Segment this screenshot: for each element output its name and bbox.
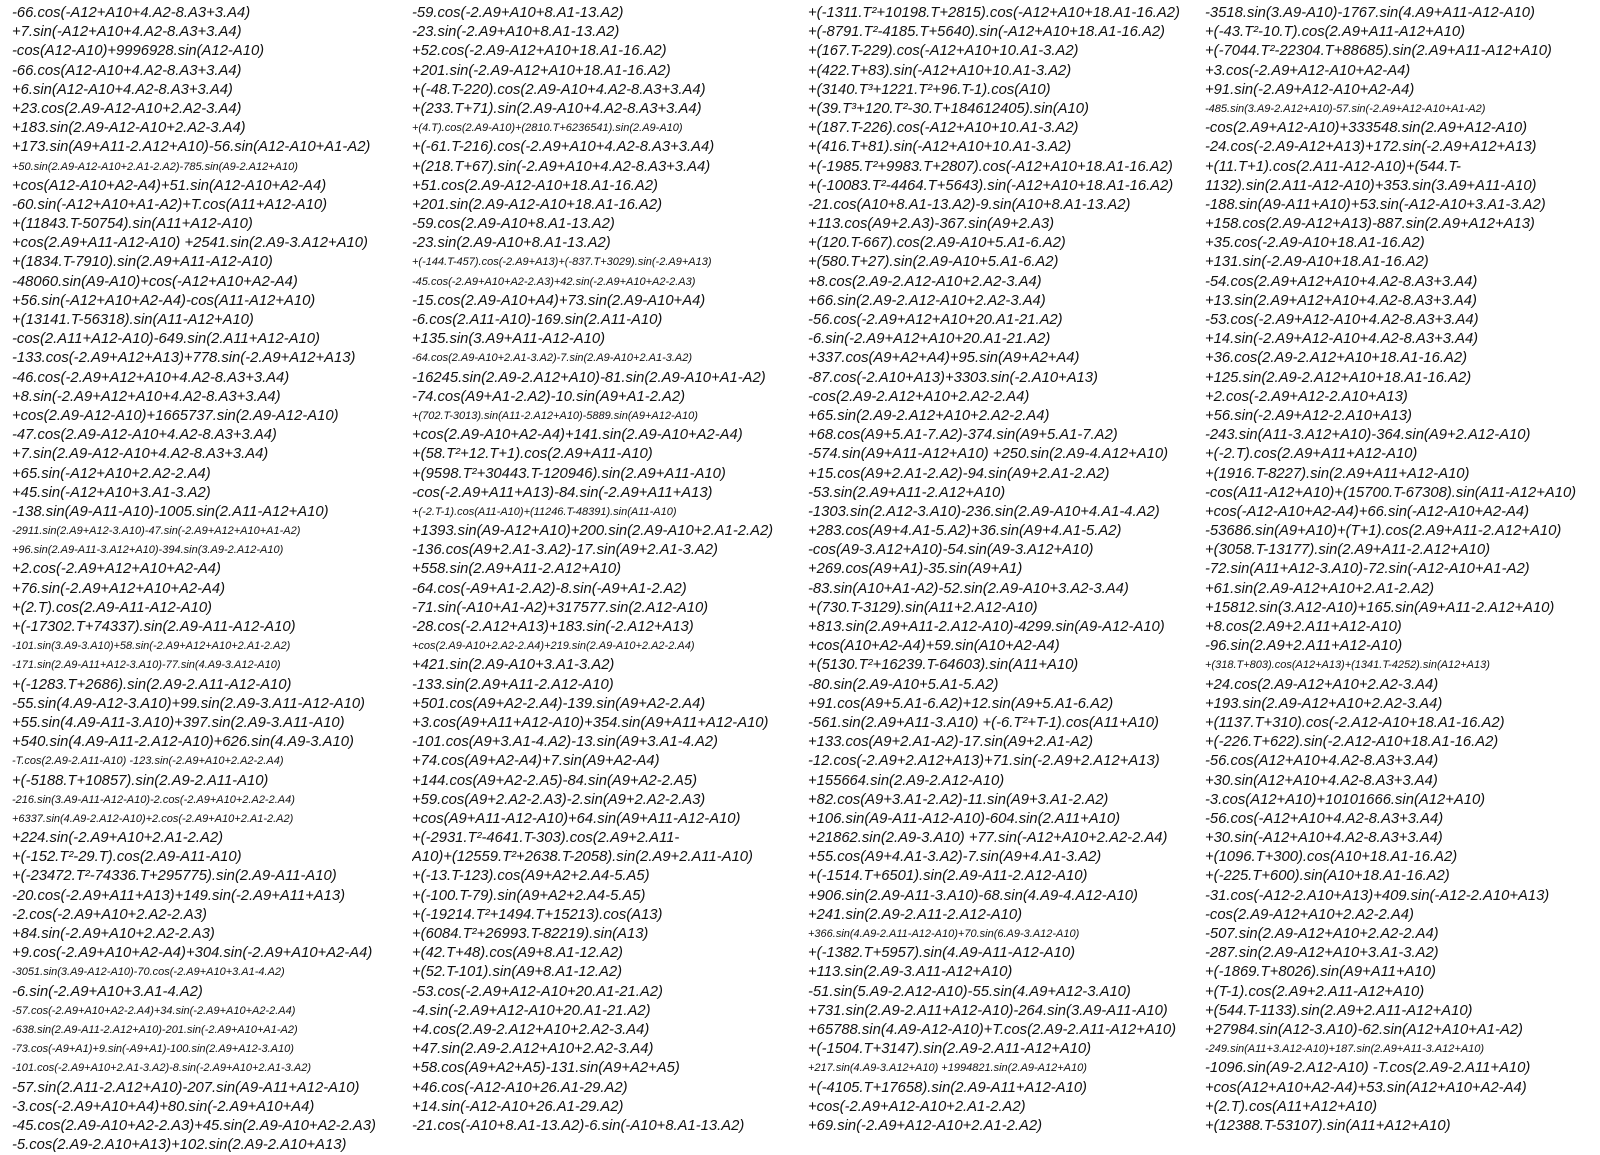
formula-line: +7.sin(2.A9-A12-A10+4.A2-8.A3+3.A4): [12, 446, 269, 463]
formula-line: +96.sin(2.A9-A11-3.A12+A10)-394.sin(3.A9-2.A12-A10): [12, 544, 284, 557]
formula-line: +(39.T³+120.T²-30.T+184612405).sin(A10): [808, 100, 1089, 117]
formula-line: +(-225.T+600).sin(A10+18.A1-16.A2): [1205, 868, 1450, 885]
formula-line: -83.sin(A10+A1-A2)-52.sin(2.A9-A10+3.A2-3.A4): [808, 580, 1129, 597]
formula-line: +2.cos(-2.A9+A12+A10+A2-A4): [12, 561, 221, 578]
formula-line: -66.cos(A12-A10+4.A2-8.A3+3.A4): [12, 62, 242, 79]
formula-line: -64.cos(-A9+A1-2.A2)-8.sin(-A9+A1-2.A2): [412, 580, 687, 597]
formula-line: +(-1514.T+6501).sin(2.A9-A11-2.A12-A10): [808, 868, 1088, 885]
formula-line: +113.cos(A9+2.A3)-367.sin(A9+2.A3): [808, 216, 1055, 233]
formula-line: -57.sin(2.A11-2.A12+A10)-207.sin(A9-A11+A12-A10): [12, 1079, 360, 1096]
formula-line: -46.cos(-2.A9+A12+A10+4.A2-8.A3+3.A4): [12, 369, 290, 386]
formula-line: -5.cos(2.A9-2.A10+A13)+102.sin(2.A9-2.A10+A13): [12, 1137, 347, 1154]
formula-line: +(58.T²+12.T+1).cos(2.A9+A11-A10): [412, 446, 653, 463]
formula-line: +91.cos(A9+5.A1-6.A2)+12.sin(A9+5.A1-6.A2): [808, 695, 1114, 712]
formula-line: +135.sin(3.A9+A11-A12-A10): [412, 331, 606, 348]
formula-line: +(-144.T-457).cos(-2.A9+A13)+(-837.T+3029).sin(-2.A9+A13): [412, 256, 712, 269]
formula-line: -20.cos(-2.A9+A11+A13)+149.sin(-2.A9+A11+A13): [12, 887, 346, 904]
formula-line: -1303.sin(2.A12-3.A10)-236.sin(2.A9-A10+4.A1-4.A2): [808, 503, 1160, 520]
formula-line: +50.sin(2.A9-A12-A10+2.A1-2.A2)-785.sin(A9-2.A12+A10): [12, 160, 298, 173]
formula-line: -56.cos(A12+A10+4.A2-8.A3+3.A4): [1205, 753, 1439, 770]
formula-line: -47.cos(2.A9-A12-A10+4.A2-8.A3+3.A4): [12, 427, 277, 444]
formula-line: -216.sin(3.A9-A11-A12-A10)-2.cos(-2.A9+A10+2.A2-2.A4): [12, 793, 295, 806]
formula-line: +(-2.T).cos(2.A9+A11+A12-A10): [1205, 446, 1418, 463]
formula-line: +82.cos(A9+3.A1-2.A2)-11.sin(A9+3.A1-2.A2): [808, 791, 1109, 808]
formula-line: +cos(A9+A11-A12-A10)+64.sin(A9+A11-A12-A10): [412, 810, 741, 827]
formula-line: -2911.sin(2.A9+A12-3.A10)-47.sin(-2.A9+A12+A10+A1-A2): [12, 525, 301, 538]
formula-line: -171.sin(2.A9-A11+A12-3.A10)-77.sin(4.A9-3.A12-A10): [12, 659, 281, 672]
formula-line: -21.cos(A10+8.A1-13.A2)-9.sin(A10+8.A1-13.A2): [808, 196, 1131, 213]
formula-line: +(52.T-101).sin(A9+8.A1-12.A2): [412, 964, 623, 981]
formula-line: +(-19214.T²+1494.T+15213).cos(A13): [412, 906, 663, 923]
formula-line: +7.sin(-A12+A10+4.A2-8.A3+3.A4): [12, 24, 242, 41]
formula-line: +813.sin(2.A9+A11-2.A12-A10)-4299.sin(A9-A12-A10): [808, 619, 1165, 635]
formula-line: +59.cos(A9+2.A2-2.A3)-2.sin(A9+2.A2-2.A3): [412, 791, 706, 808]
formula-line: +55.cos(A9+4.A1-3.A2)-7.sin(A9+4.A1-3.A2): [808, 849, 1102, 866]
formula-line: +8.cos(2.A9+2.A11+A12-A10): [1205, 619, 1402, 635]
formula-line: +(-1869.T+8026).sin(A9+A11+A10): [1205, 964, 1436, 981]
formula-line: +8.cos(2.A9-2.A12-A10+2.A2-3.A4): [808, 273, 1042, 290]
formula-line: +131.sin(-2.A9-A10+18.A1-16.A2): [1205, 254, 1429, 271]
formula-line: +(11.T+1).cos(2.A11-A12-A10)+(544.T-: [1205, 158, 1461, 175]
formula-line: +(-23472.T²-74336.T+295775).sin(2.A9-A11-A10): [12, 868, 337, 885]
formula-line: -cos(2.A9+A12-A10)+333548.sin(2.A9+A12-A10): [1205, 120, 1528, 137]
formula-line: +4.cos(2.A9-2.A12+A10+2.A2-3.A4): [412, 1021, 650, 1038]
formula-line: +(167.T-229).cos(-A12+A10+10.A1-3.A2): [808, 43, 1079, 60]
formula-line: +(-8791.T²-4185.T+5640).sin(-A12+A10+18.A1-16.A2): [808, 24, 1165, 41]
formula-line: +36.cos(2.A9-2.A12+A10+18.A1-16.A2): [1205, 350, 1468, 367]
formula-line: +(T-1).cos(2.A9+2.A11-A12+A10): [1205, 983, 1425, 1000]
formula-line: -561.sin(2.A9+A11-3.A10) +(-6.T²+T-1).cos(A11+A10): [808, 714, 1159, 731]
formula-line: +cos(A10+A2-A4)+59.sin(A10+A2-A4): [808, 638, 1060, 655]
formula-line: +183.sin(2.A9-A12-A10+2.A2-3.A4): [12, 120, 246, 137]
formula-line: -243.sin(A11-3.A12+A10)-364.sin(A9+2.A12-A10): [1205, 427, 1531, 444]
formula-line: +(1916.T-8227).sin(2.A9+A11+A12-A10): [1205, 465, 1470, 482]
formula-line: +65788.sin(4.A9-A12-A10)+T.cos(2.A9-2.A11-A12+A10): [808, 1021, 1177, 1038]
formula-line: +(-17302.T+74337).sin(2.A9-A11-A12-A10): [12, 619, 296, 635]
formula-line: +74.cos(A9+A2-A4)+7.sin(A9+A2-A4): [412, 753, 660, 770]
formula-line: -60.sin(-A12+A10+A1-A2)+T.cos(A11+A12-A10): [12, 196, 328, 213]
formula-line: -48060.sin(A9-A10)+cos(-A12+A10+A2-A4): [12, 273, 298, 290]
formula-line: +(4.T).cos(2.A9-A10)+(2810.T+6236541).sin(2.A9-A10): [412, 122, 683, 135]
formula-line: -12.cos(-2.A9+2.A12+A13)+71.sin(-2.A9+2.A12+A13): [808, 753, 1160, 770]
formula-line: +558.sin(2.A9+A11-2.A12+A10): [412, 561, 622, 578]
formula-line: +69.sin(-2.A9+A12-A10+2.A1-2.A2): [808, 1117, 1043, 1134]
formula-line: +(2.T).cos(2.A9-A11-A12-A10): [12, 599, 212, 616]
formula-line: +(416.T+81).sin(-A12+A10+10.A1-3.A2): [808, 139, 1072, 156]
formula-line: -6.cos(2.A11-A10)-169.sin(2.A11-A10): [412, 312, 663, 328]
formula-line: -53.sin(2.A9+A11-2.A12+A10): [808, 484, 1006, 501]
formula-line: +(-7044.T²-22304.T+88685).sin(2.A9+A11-A12+A10): [1205, 43, 1552, 60]
formula-line: +45.sin(-A12+A10+3.A1-3.A2): [12, 484, 211, 501]
formula-line: +30.sin(A12+A10+4.A2-8.A3+3.A4): [1205, 772, 1438, 789]
formula-line: -59.cos(2.A9-A10+8.A1-13.A2): [412, 216, 615, 233]
formula-line: +540.sin(4.A9-A11-2.A12-A10)+626.sin(4.A9-3.A10): [12, 734, 354, 751]
formula-line: -45.cos(-2.A9+A10+A2-2.A3)+42.sin(-2.A9+A10+A2-2.A3): [412, 275, 696, 288]
formula-line: +8.sin(-2.A9+A12+A10+4.A2-8.A3+3.A4): [12, 388, 281, 405]
formula-line: +(3058.T-13177).sin(2.A9+A11-2.A12+A10): [1205, 542, 1491, 559]
formula-line: -72.sin(A11+A12-3.A10)-72.sin(-A12-A10+A1-A2): [1205, 561, 1530, 578]
formula-line: +14.sin(-A12-A10+26.A1-29.A2): [412, 1098, 624, 1115]
formula-line: +76.sin(-2.A9+A12+A10+A2-A4): [12, 580, 226, 597]
formula-line: -45.cos(2.A9-A10+A2-2.A3)+45.sin(2.A9-A10+A2-2.A3): [12, 1117, 376, 1134]
formula-line: +58.cos(A9+A2+A5)-131.sin(A9+A2+A5): [412, 1060, 680, 1077]
formula-line: -59.cos(-2.A9+A10+8.A1-13.A2): [412, 5, 624, 21]
formula-column-2: [412, 4, 804, 1136]
formula-line: -16245.sin(2.A9-2.A12+A10)-81.sin(2.A9-A10+A1-A2): [412, 369, 766, 386]
formula-line: +(6084.T²+26993.T-82219).sin(A13): [412, 926, 649, 942]
formula-line: -73.cos(-A9+A1)+9.sin(-A9+A1)-100.sin(2.A9+A12-3.A10): [12, 1043, 294, 1056]
formula-line: +47.sin(2.A9-2.A12+A10+2.A2-3.A4): [412, 1041, 654, 1058]
formula-line: -188.sin(A9-A11+A10)+53.sin(-A12-A10+3.A1-3.A2): [1205, 196, 1546, 213]
formula-line: -287.sin(2.A9-A12+A10+3.A1-3.A2): [1205, 945, 1439, 962]
formula-line: +(318.T+803).cos(A12+A13)+(1341.T-4252).sin(A12+A13): [1205, 659, 1490, 672]
formula-line: -66.cos(-A12+A10+4.A2-8.A3+3.A4): [12, 5, 251, 21]
formula-line: +(544.T-1133).sin(2.A9+2.A11-A12+A10): [1205, 1002, 1473, 1019]
formula-line: +731.sin(2.A9-2.A11+A12-A10)-264.sin(3.A9-A11-A10): [808, 1002, 1168, 1019]
formula-line: +337.cos(A9+A2+A4)+95.sin(A9+A2+A4): [808, 350, 1080, 367]
formula-line: -53.cos(-2.A9+A12-A10+20.A1-21.A2): [412, 983, 663, 1000]
formula-line: +(42.T+48).cos(A9+8.A1-12.A2): [412, 945, 623, 962]
formula-line: +(-1985.T²+9983.T+2807).cos(-A12+A10+18.A1-16.A2): [808, 158, 1173, 175]
formula-line: +1393.sin(A9-A12+A10)+200.sin(2.A9-A10+2.A1-2.A2): [412, 523, 774, 540]
formula-line: +(1834.T-7910).sin(2.A9+A11-A12-A10): [12, 254, 273, 271]
formula-line: -53.cos(-2.A9+A12-A10+4.A2-8.A3+3.A4): [1205, 312, 1479, 328]
formula-line: -cos(2.A9-2.A12+A10+2.A2-2.A4): [808, 388, 1030, 405]
formula-line: +(-1311.T²+10198.T+2815).cos(-A12+A10+18.A1-16.A2): [808, 5, 1180, 21]
formula-line: +84.sin(-2.A9+A10+2.A2-2.A3): [12, 926, 215, 942]
formula-line: +(-1382.T+5957).sin(4.A9-A11-A12-A10): [808, 945, 1076, 962]
formula-line: +(11843.T-50754).sin(A11+A12-A10): [12, 216, 253, 233]
formula-line: +2.cos(-2.A9+A12-2.A10+A13): [1205, 388, 1408, 405]
formula-line: +(-100.T-79).sin(A9+A2+2.A4-5.A5): [412, 887, 646, 904]
formula-line: +61.sin(2.A9-A12+A10+2.A1-2.A2): [1205, 580, 1435, 597]
formula-line: +241.sin(2.A9-2.A11-2.A12-A10): [808, 906, 1022, 923]
formula-line: -56.cos(-A12+A10+4.A2-8.A3+3.A4): [1205, 810, 1444, 827]
formula-line: -74.cos(A9+A1-2.A2)-10.sin(A9+A1-2.A2): [412, 388, 686, 405]
formula-line: -4.sin(-2.A9+A12-A10+20.A1-21.A2): [412, 1002, 651, 1019]
formula-line: +55.sin(4.A9-A11-3.A10)+397.sin(2.A9-3.A11-A10): [12, 714, 345, 731]
formula-line: +501.cos(A9+A2-2.A4)-139.sin(A9+A2-2.A4): [412, 695, 706, 712]
formula-line: +201.sin(2.A9-A12-A10+18.A1-16.A2): [412, 196, 663, 213]
formula-line: +51.cos(2.A9-A12-A10+18.A1-16.A2): [412, 177, 658, 194]
formula-line: +46.cos(-A12-A10+26.A1-29.A2): [412, 1079, 628, 1096]
formula-column-1: [12, 4, 404, 1155]
formula-line: +23.cos(2.A9-A12-A10+2.A2-3.A4): [12, 100, 242, 117]
formula-line: +217.sin(4.A9-3.A12+A10) +1994821.sin(2.A9-A12+A10): [808, 1062, 1087, 1075]
formula-line: -64.cos(2.A9-A10+2.A1-3.A2)-7.sin(2.A9-A10+2.A1-3.A2): [412, 352, 693, 365]
formula-line: +9.cos(-2.A9+A10+A2-A4)+304.sin(-2.A9+A10+A2-A4): [12, 945, 373, 962]
formula-line: -55.sin(4.A9-A12-3.A10)+99.sin(2.A9-3.A11-A12-A10): [12, 695, 365, 712]
formula-line: +(-61.T-216).cos(-2.A9+A10+4.A2-8.A3+3.A4): [412, 139, 715, 156]
formula-line: +(187.T-226).cos(-A12+A10+10.A1-3.A2): [808, 120, 1079, 137]
formula-line: -3051.sin(3.A9-A12-A10)-70.cos(-2.A9+A10+3.A1-4.A2): [12, 966, 285, 979]
formula-line: +30.sin(-A12+A10+4.A2-8.A3+3.A4): [1205, 830, 1443, 847]
formula-line: +13.sin(2.A9+A12+A10+4.A2-8.A3+3.A4): [1205, 292, 1477, 309]
formula-line: +(-5188.T+10857).sin(2.A9-2.A11-A10): [12, 772, 269, 789]
formula-line: -cos(A11-A12+A10)+(15700.T-67308).sin(A11-A12+A10): [1205, 484, 1577, 501]
formula-line: +(1137.T+310).cos(-2.A12-A10+18.A1-16.A2): [1205, 714, 1505, 731]
formula-line: +(9598.T²+30443.T-120946).sin(2.A9+A11-A10): [412, 465, 726, 482]
formula-line: -136.cos(A9+2.A1-3.A2)-17.sin(A9+2.A1-3.A2): [412, 542, 718, 559]
formula-line: +906.sin(2.A9-A11-3.A10)-68.sin(4.A9-4.A12-A10): [808, 887, 1138, 904]
formula-line: -101.sin(3.A9-3.A10)+58.sin(-2.A9+A12+A10+2.A1-2.A2): [12, 640, 291, 653]
formula-line: +173.sin(A9+A11-2.A12+A10)-56.sin(A12-A10+A1-A2): [12, 139, 371, 156]
formula-line: +6337.sin(4.A9-2.A12-A10)+2.cos(-2.A9+A10+2.A1-2.A2): [12, 812, 294, 825]
formula-line: +155664.sin(2.A9-2.A12-A10): [808, 772, 1005, 789]
formula-line: -574.sin(A9+A11-A12+A10) +250.sin(2.A9-4.A12+A10): [808, 446, 1169, 463]
formula-column-4: [1205, 4, 1597, 1136]
formula-line: +cos(-A12-A10+A2-A4)+66.sin(-A12-A10+A2-A4): [1205, 503, 1530, 520]
formula-line: -87.cos(-2.A10+A13)+3303.sin(-2.A10+A13): [808, 369, 1098, 386]
formula-line: -133.sin(2.A9+A11-2.A12-A10): [412, 676, 614, 693]
formula-line: +56.sin(-A12+A10+A2-A4)-cos(A11-A12+A10): [12, 292, 316, 309]
formula-line: -101.cos(-2.A9+A10+2.A1-3.A2)-8.sin(-2.A9+A10+2.A1-3.A2): [12, 1062, 312, 1075]
formula-line: -cos(-2.A9+A11+A13)-84.sin(-2.A9+A11+A13): [412, 484, 713, 501]
formula-line: +(3140.T³+1221.T²+96.T-1).cos(A10): [808, 81, 1051, 98]
formula-line: -249.sin(A11+3.A12-A10)+187.sin(2.A9+A11-3.A12+A10): [1205, 1043, 1485, 1056]
formula-line: +(5130.T²+16239.T-64603).sin(A11+A10): [808, 657, 1079, 674]
formula-line: -56.cos(-2.A9+A12+A10+20.A1-21.A2): [808, 312, 1063, 328]
formula-line: +6.sin(A12-A10+4.A2-8.A3+3.A4): [12, 81, 233, 98]
formula-line: +(702.T-3013).sin(A11-2.A12+A10)-5889.sin(A9+A12-A10): [412, 409, 698, 422]
formula-line: +14.sin(-2.A9+A12-A10+4.A2-8.A3+3.A4): [1205, 331, 1479, 348]
formula-line: +52.cos(-2.A9-A12+A10+18.A1-16.A2): [412, 43, 667, 60]
formula-line: +65.sin(2.A9-2.A12+A10+2.A2-2.A4): [808, 407, 1050, 424]
formula-line: -2.cos(-2.A9+A10+2.A2-2.A3): [12, 906, 207, 923]
formula-line: -1096.sin(A9-2.A12-A10) -T.cos(2.A9-2.A11+A10): [1205, 1060, 1531, 1077]
formula-line: +35.cos(-2.A9-A10+18.A1-16.A2): [1205, 235, 1425, 252]
formula-line: -3.cos(-2.A9+A10+A4)+80.sin(-2.A9+A10+A4): [12, 1098, 315, 1115]
formula-line: -21.cos(-A10+8.A1-13.A2)-6.sin(-A10+8.A1-13.A2): [412, 1117, 745, 1134]
formula-line: +(-2.T-1).cos(A11-A10)+(11246.T-48391).sin(A11-A10): [412, 505, 677, 518]
formula-line: +(13141.T-56318).sin(A11-A12+A10): [12, 312, 254, 328]
formula-line: +91.sin(-2.A9+A12-A10+A2-A4): [1205, 81, 1415, 98]
formula-line: +cos(2.A9-A10+A2-A4)+141.sin(2.A9-A10+A2-A4): [412, 427, 743, 444]
formula-line: +(233.T+71).sin(2.A9-A10+4.A2-8.A3+3.A4): [412, 100, 702, 117]
formula-line: -638.sin(2.A9-A11-2.A12+A10)-201.sin(-2.A9+A10+A1-A2): [12, 1023, 298, 1036]
formula-line: +24.cos(2.A9-A12+A10+2.A2-3.A4): [1205, 676, 1439, 693]
formula-line: -57.cos(-2.A9+A10+A2-2.A4)+34.sin(-2.A9+A10+A2-2.A4): [12, 1004, 296, 1017]
formula-line: -138.sin(A9-A11-A10)-1005.sin(2.A11-A12+A10): [12, 503, 329, 520]
formula-line: +(422.T+83).sin(-A12+A10+10.A1-3.A2): [808, 62, 1072, 79]
formula-line: +(120.T-667).cos(2.A9-A10+5.A1-6.A2): [808, 235, 1066, 252]
formula-line: -6.sin(-2.A9+A12+A10+20.A1-21.A2): [808, 331, 1051, 348]
formula-line: -cos(2.A11+A12-A10)-649.sin(2.A11+A12-A10): [12, 331, 320, 348]
formula-line: +56.sin(-2.A9+A12-2.A10+A13): [1205, 407, 1412, 424]
formula-line: -cos(A12-A10)+9996928.sin(A12-A10): [12, 43, 265, 60]
formula-line: -507.sin(2.A9-A12+A10+2.A2-2.A4): [1205, 926, 1439, 942]
formula-line: -133.cos(-2.A9+A12+A13)+778.sin(-2.A9+A12+A13): [12, 350, 356, 367]
formula-line: +269.cos(A9+A1)-35.sin(A9+A1): [808, 561, 1023, 578]
formula-column-3: [808, 4, 1200, 1136]
formula-line: +cos(2.A9+A11-A12-A10) +2541.sin(2.A9-3.A12+A10): [12, 235, 368, 252]
formula-line: +68.cos(A9+5.A1-7.A2)-374.sin(A9+5.A1-7.A2): [808, 427, 1118, 444]
formula-line: +(-13.T-123).cos(A9+A2+2.A4-5.A5): [412, 868, 650, 885]
formula-line: -3.cos(A12+A10)+10101666.sin(A12+A10): [1205, 791, 1486, 808]
formula-line: +366.sin(4.A9-2.A11-A12-A10)+70.sin(6.A9-3.A12-A10): [808, 928, 1080, 940]
formula-line: -cos(2.A9-A12+A10+2.A2-2.A4): [1205, 906, 1414, 923]
formula-line: +(-1504.T+3147).sin(2.A9-2.A11-A12+A10): [808, 1041, 1092, 1058]
formula-line: -23.sin(-2.A9+A10+8.A1-13.A2): [412, 24, 620, 41]
formula-line: +cos(2.A9-A10+2.A2-2.A4)+219.sin(2.A9-A10+2.A2-2.A4): [412, 640, 695, 653]
formula-line: +cos(A12-A10+A2-A4)+51.sin(A12-A10+A2-A4): [12, 177, 327, 194]
formula-line: +133.cos(A9+2.A1-A2)-17.sin(A9+2.A1-A2): [808, 734, 1093, 751]
formula-line: +224.sin(-2.A9+A10+2.A1-2.A2): [12, 830, 223, 847]
formula-line: +283.cos(A9+4.A1-5.A2)+36.sin(A9+4.A1-5.A2): [808, 523, 1122, 540]
formula-line: A10)+(12559.T²+2638.T-2058).sin(2.A9+2.A11-A10): [412, 849, 753, 866]
formula-line: -28.cos(-2.A12+A13)+183.sin(-2.A12+A13): [412, 619, 694, 635]
formula-line: +193.sin(2.A9-A12+A10+2.A2-3.A4): [1205, 695, 1443, 712]
formula-line: -53686.sin(A9+A10)+(T+1).cos(2.A9+A11-2.A12+A10): [1205, 523, 1562, 540]
formula-line: -31.cos(-A12-2.A10+A13)+409.sin(-A12-2.A10+A13): [1205, 887, 1550, 904]
formula-line: +(-1283.T+2686).sin(2.A9-2.A11-A12-A10): [12, 676, 292, 693]
formula-line: -485.sin(3.A9-2.A12+A10)-57.sin(-2.A9+A12-A10+A1-A2): [1205, 102, 1486, 115]
formula-line: -71.sin(-A10+A1-A2)+317577.sin(2.A12-A10): [412, 599, 709, 616]
formula-line: -3518.sin(3.A9-A10)-1767.sin(4.A9+A11-A12-A10): [1205, 5, 1535, 21]
formula-line: +(12388.T-53107).sin(A11+A12+A10): [1205, 1117, 1451, 1134]
formula-line: -101.cos(A9+3.A1-4.A2)-13.sin(A9+3.A1-4.A2): [412, 734, 718, 751]
formula-line: -T.cos(2.A9-2.A11-A10) -123.sin(-2.A9+A10+2.A2-2.A4): [12, 755, 284, 768]
formula-line: +(-43.T²-10.T).cos(2.A9+A11-A12+A10): [1205, 24, 1466, 41]
formula-line: 1132).sin(2.A11-A12-A10)+353.sin(3.A9+A11-A10): [1205, 177, 1537, 194]
formula-line: +15.cos(A9+2.A1-2.A2)-94.sin(A9+2.A1-2.A2): [808, 465, 1110, 482]
formula-line: +(2.T).cos(A11+A12+A10): [1205, 1098, 1378, 1115]
formula-line: +(-152.T²-29.T).cos(2.A9-A11-A10): [12, 849, 242, 866]
formula-line: +3.cos(-2.A9+A12-A10+A2-A4): [1205, 62, 1411, 79]
formula-line: +27984.sin(A12-3.A10)-62.sin(A12+A10+A1-A2): [1205, 1021, 1523, 1038]
formula-line: +(730.T-3129).sin(A11+2.A12-A10): [808, 599, 1038, 616]
formula-line: -15.cos(2.A9-A10+A4)+73.sin(2.A9-A10+A4): [412, 292, 706, 309]
formula-line: +21862.sin(2.A9-3.A10) +77.sin(-A12+A10+2.A2-2.A4): [808, 830, 1168, 847]
formula-line: +cos(A12+A10+A2-A4)+53.sin(A12+A10+A2-A4): [1205, 1079, 1527, 1096]
formula-line: +3.cos(A9+A11+A12-A10)+354.sin(A9+A11+A12-A10): [412, 714, 769, 731]
formula-line: +201.sin(-2.A9-A12+A10+18.A1-16.A2): [412, 62, 671, 79]
formula-line: -54.cos(2.A9+A12+A10+4.A2-8.A3+3.A4): [1205, 273, 1478, 290]
formula-line: -80.sin(2.A9-A10+5.A1-5.A2): [808, 676, 999, 693]
formula-line: +66.sin(2.A9-2.A12-A10+2.A2-3.A4): [808, 292, 1046, 309]
formula-line: -cos(A9-3.A12+A10)-54.sin(A9-3.A12+A10): [808, 542, 1094, 559]
formula-line: +(-2931.T²-4641.T-303).cos(2.A9+2.A11-: [412, 830, 680, 847]
formula-line: +(-4105.T+17658).sin(2.A9-A11+A12-A10): [808, 1079, 1087, 1096]
formula-line: -23.sin(2.A9-A10+8.A1-13.A2): [412, 235, 611, 252]
formula-line: -24.cos(-2.A9-A12+A13)+172.sin(-2.A9+A12+A13): [1205, 139, 1537, 156]
formula-line: -96.sin(2.A9+2.A11+A12-A10): [1205, 638, 1403, 655]
formula-line: +cos(-2.A9+A12-A10+2.A1-2.A2): [808, 1098, 1026, 1115]
formula-line: +106.sin(A9-A11-A12-A10)-604.sin(2.A11+A10): [808, 810, 1121, 827]
formula-line: -6.sin(-2.A9+A10+3.A1-4.A2): [12, 983, 203, 1000]
formula-line: +15812.sin(3.A12-A10)+165.sin(A9+A11-2.A12+A10): [1205, 599, 1555, 616]
formula-line: +(-48.T-220).cos(2.A9-A10+4.A2-8.A3+3.A4): [412, 81, 706, 98]
formula-line: +65.sin(-A12+A10+2.A2-2.A4): [12, 465, 211, 482]
formula-line: +(580.T+27).sin(2.A9-A10+5.A1-6.A2): [808, 254, 1059, 271]
formula-line: +(218.T+67).sin(-2.A9+A10+4.A2-8.A3+3.A4): [412, 158, 711, 175]
formula-line: +(-226.T+622).sin(-2.A12-A10+18.A1-16.A2): [1205, 734, 1499, 751]
formula-line: +(-10083.T²-4464.T+5643).sin(-A12+A10+18.A1-16.A2): [808, 177, 1174, 194]
formula-line: +158.cos(2.A9-A12+A13)-887.sin(2.A9+A12+A13): [1205, 216, 1535, 233]
formula-line: +144.cos(A9+A2-2.A5)-84.sin(A9+A2-2.A5): [412, 772, 697, 789]
formula-line: +421.sin(2.A9-A10+3.A1-3.A2): [412, 657, 615, 674]
formula-line: +125.sin(2.A9-2.A12+A10+18.A1-16.A2): [1205, 369, 1472, 386]
formula-line: +(1096.T+300).cos(A10+18.A1-16.A2): [1205, 849, 1458, 866]
formula-line: +113.sin(2.A9-3.A11-A12+A10): [808, 964, 1013, 981]
formula-line: -51.sin(5.A9-2.A12-A10)-55.sin(4.A9+A12-3.A10): [808, 983, 1131, 1000]
formula-line: +cos(2.A9-A12-A10)+1665737.sin(2.A9-A12-A10): [12, 407, 339, 424]
